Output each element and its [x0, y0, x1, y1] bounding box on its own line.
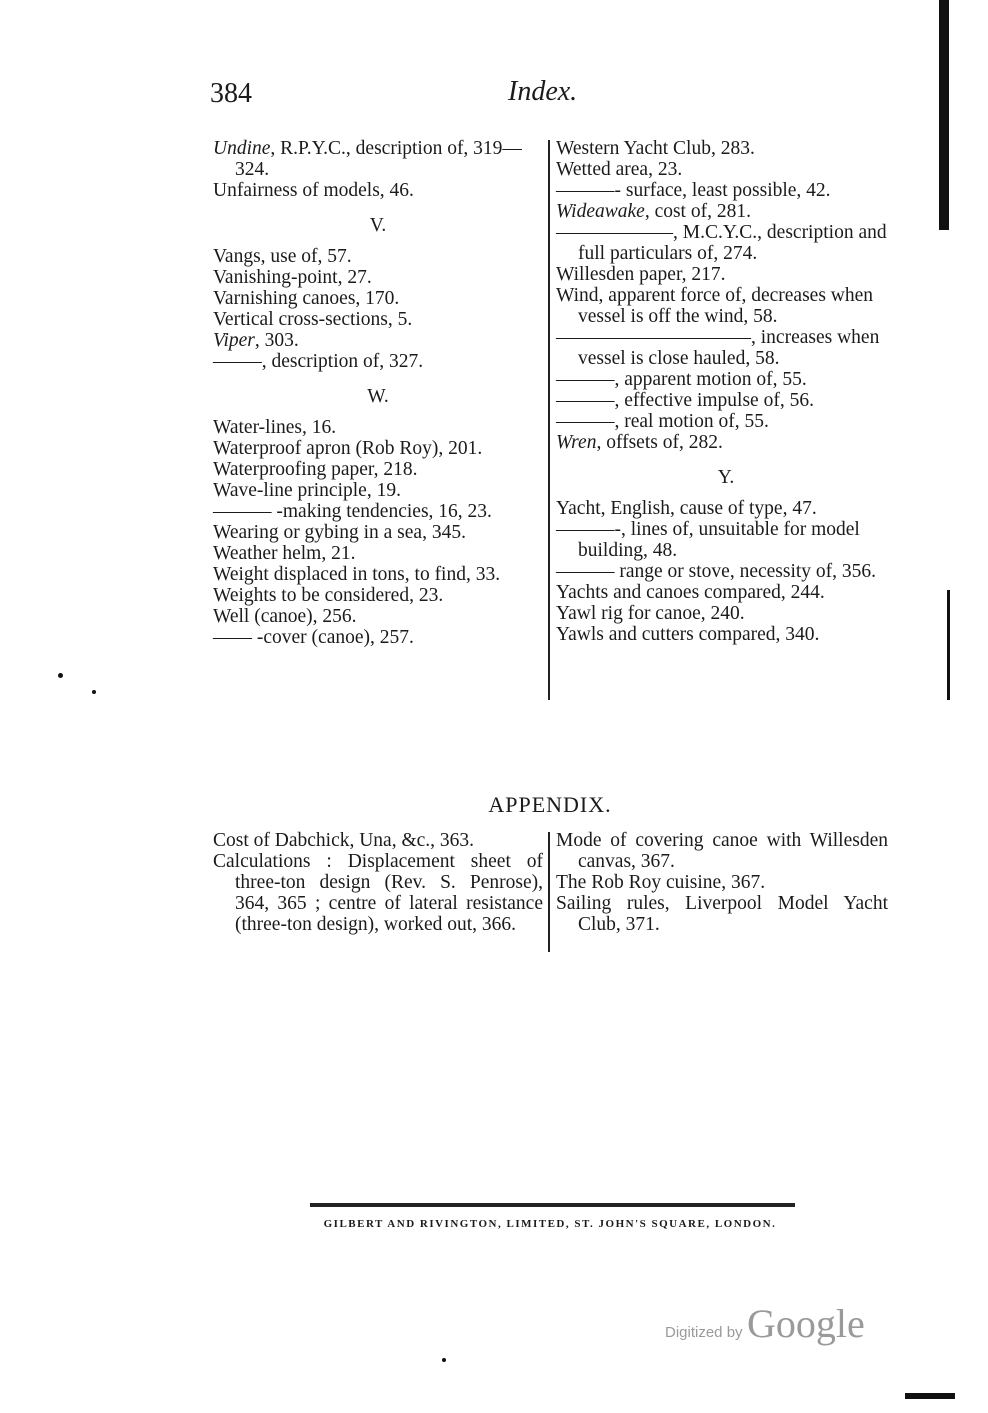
index-entry: ———-, lines of, unsuitable for model building, 48. [556, 519, 860, 561]
index-entry: ———- surface, least possible, 42. [556, 180, 831, 201]
index-entry: ——— -making tendencies, 16, 23. [213, 501, 492, 522]
entry-title: Undine [213, 138, 271, 159]
index-entry: Yacht, English, cause of type, 47. [556, 498, 817, 519]
index-right-column [556, 138, 896, 645]
index-entry: Waterproofing paper, 218. [213, 459, 418, 480]
appendix-right-column [556, 830, 888, 935]
watermark-prefix: Digitized by [665, 1324, 743, 1341]
column-divider [548, 140, 550, 700]
footer-rule [310, 1203, 795, 1207]
index-entry: Wetted area, 23. [556, 159, 683, 180]
section-letter: V. [369, 215, 387, 236]
index-entry: Yawls and cutters compared, 340. [556, 624, 820, 645]
scan-edge-mid [947, 590, 950, 700]
index-entry: Willesden paper, 217. [556, 264, 726, 285]
index-entry: ——–, description of, 327. [213, 351, 424, 372]
index-entry: The Rob Roy cuisine, 367. [556, 872, 766, 893]
entry-text: , cost of, 281. [644, 201, 751, 222]
index-entry [556, 432, 896, 453]
index-entry: Western Yacht Club, 283. [556, 138, 755, 159]
index-entry: Weights to be considered, 23. [213, 585, 444, 606]
index-entry: Waterproof apron (Rob Roy), 201. [213, 438, 483, 459]
index-entry: Water-lines, 16. [213, 417, 337, 438]
index-entry: ——————————, increases when vessel is close hauled, 58. [556, 327, 880, 369]
index-entry: Mode of covering canoe with Willesden canvas, 367. [556, 830, 888, 872]
page-number: 384 [210, 78, 252, 109]
index-entry: Wearing or gybing in a sea, 345. [213, 522, 466, 543]
scan-edge-top [939, 0, 949, 230]
section-letter: Y. [717, 467, 735, 488]
entry-title: Wideawake [556, 201, 645, 222]
scan-speck [58, 673, 63, 678]
appendix-left-column [213, 830, 543, 935]
index-entry: Weather helm, 21. [213, 543, 356, 564]
entry-text: , offsets of, 282. [596, 432, 723, 453]
entry-text: , 303. [254, 330, 299, 351]
index-entry: Varnishing canoes, 170. [213, 288, 400, 309]
index-entry: ——— range or stove, necessity of, 356. [556, 561, 877, 582]
index-entry: Calculations : Displacement sheet of three-ton design (Rev. S. Penrose), 364, 365 ; centre of lateral resistance (three-ton design), worked out, 366. [213, 851, 543, 935]
index-entry [213, 138, 543, 180]
index-left-column [213, 138, 543, 648]
index-entry: Vertical cross-sections, 5. [213, 309, 413, 330]
printer-imprint: GILBERT AND RIVINGTON, LIMITED, ST. JOHN'S SQUARE, LONDON. [323, 1218, 777, 1230]
index-entry: Yawl rig for canoe, 240. [556, 603, 745, 624]
index-entry: ———, real motion of, 55. [556, 411, 769, 432]
entry-title: Viper [213, 330, 255, 351]
section-letter: W. [367, 386, 389, 407]
index-entry: Weight displaced in tons, to find, 33. [213, 564, 501, 585]
index-entry [213, 330, 543, 351]
index-entry: Wave-line principle, 19. [213, 480, 401, 501]
index-entry: Vangs, use of, 57. [213, 246, 352, 267]
index-entry: Well (canoe), 256. [213, 606, 357, 627]
index-entry: Vanishing-point, 27. [213, 267, 372, 288]
digitized-watermark [665, 1300, 865, 1347]
running-head: Index. [508, 76, 578, 107]
scan-speck [92, 690, 96, 694]
index-entry: Cost of Dabchick, Una, &c., 363. [213, 830, 475, 851]
index-entry: Yachts and canoes compared, 244. [556, 582, 825, 603]
scan-speck [442, 1358, 446, 1362]
index-entry: Sailing rules, Liverpool Model Yacht Club, 371. [556, 893, 888, 935]
index-entry: ——————, M.C.Y.C., description and full particulars of, 274. [556, 222, 887, 264]
index-entry: ———, effective impulse of, 56. [556, 390, 814, 411]
index-entry [556, 201, 896, 222]
entry-text: , R.P.Y.C., description of, 319—324. [235, 138, 522, 180]
index-entry: Unfairness of models, 46. [213, 180, 414, 201]
index-entry: Wind, apparent force of, decreases when vessel is off the wind, 58. [556, 285, 874, 327]
index-entry: —— -cover (canoe), 257. [213, 627, 414, 648]
entry-title: Wren [556, 432, 597, 453]
appendix-heading: APPENDIX. [488, 792, 612, 817]
index-entry: ———, apparent motion of, 55. [556, 369, 807, 390]
watermark-brand: Google [747, 1301, 865, 1346]
scan-edge-bottom [905, 1393, 955, 1399]
appendix-divider [548, 832, 550, 952]
